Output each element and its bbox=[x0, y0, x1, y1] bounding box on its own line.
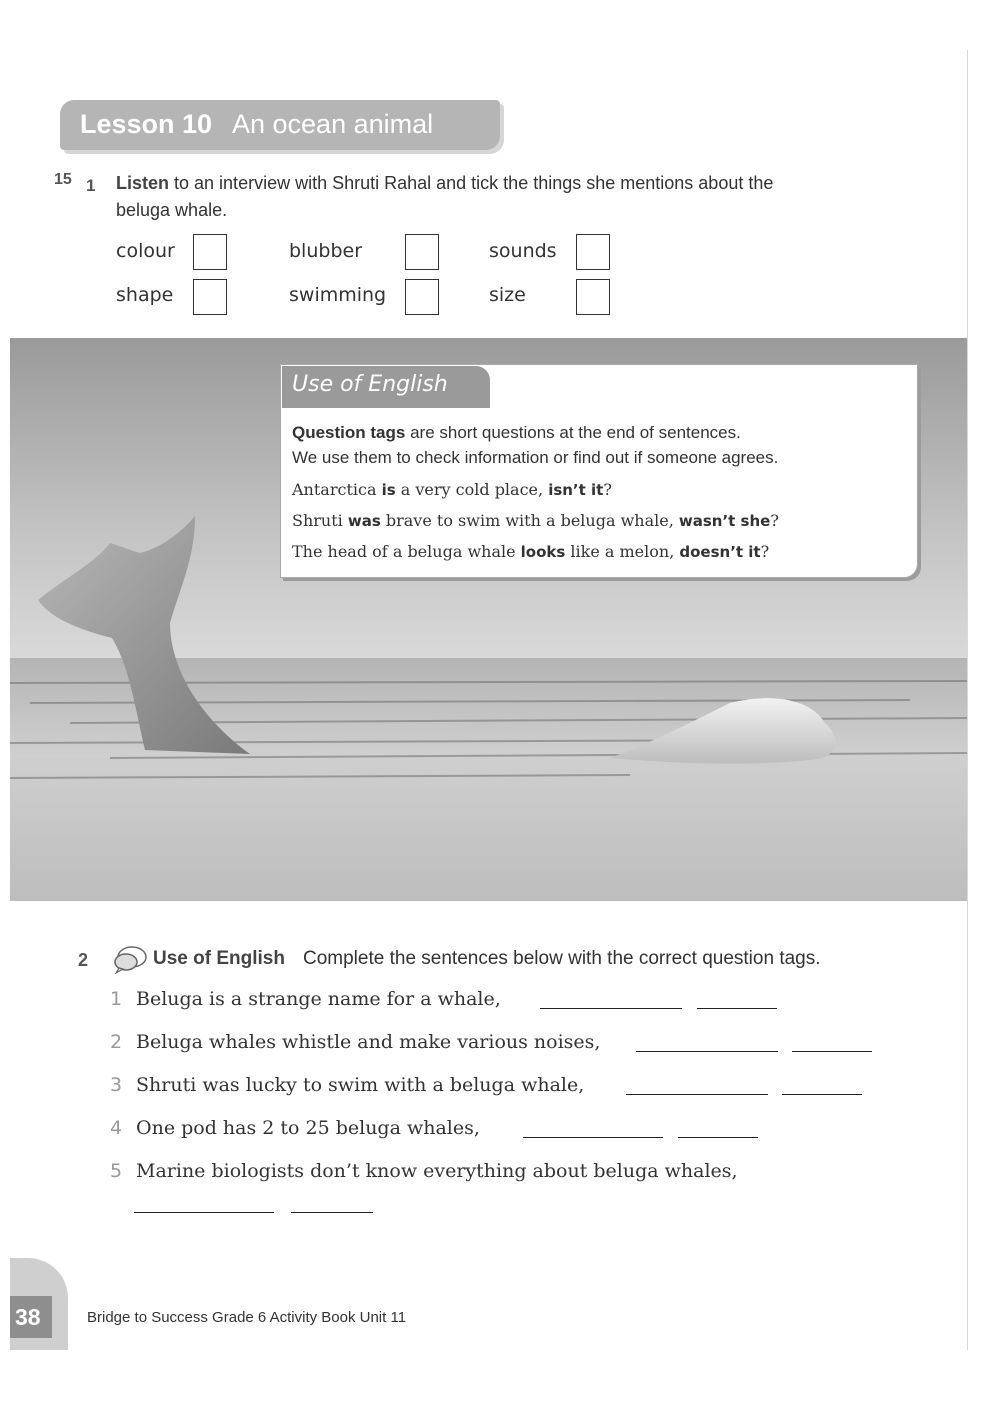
example-text: like a melon, bbox=[565, 542, 680, 561]
option-label: size bbox=[489, 284, 526, 306]
example-text: Antarctica bbox=[292, 480, 382, 499]
example-verb: is bbox=[381, 481, 396, 499]
instruction-line-1: to an interview with Shruti Rahal and tick the things she mentions about the bbox=[169, 173, 774, 193]
use-of-english-title: Use of English bbox=[292, 372, 448, 397]
lesson-number: Lesson 10 bbox=[80, 109, 213, 139]
option-label: colour bbox=[116, 240, 175, 262]
footer-text: Bridge to Success Grade 6 Activity Book Unit 11 bbox=[87, 1309, 407, 1326]
example-sentence bbox=[292, 511, 779, 530]
tickbox-colour[interactable] bbox=[193, 234, 227, 270]
sentence-number: 4 bbox=[110, 1117, 123, 1139]
tickbox-shape[interactable] bbox=[193, 279, 227, 315]
answer-blank[interactable] bbox=[291, 1212, 373, 1213]
sentence-number: 3 bbox=[110, 1074, 123, 1096]
example-verb: was bbox=[347, 512, 381, 530]
sentence-text: Shruti was lucky to swim with a beluga whale, bbox=[136, 1074, 585, 1096]
listen-keyword: Listen bbox=[116, 173, 170, 193]
answer-blank[interactable] bbox=[540, 1008, 682, 1009]
sentence-text: Beluga is a strange name for a whale, bbox=[136, 988, 501, 1010]
option-label: shape bbox=[116, 284, 174, 306]
example-tag: isn’t it bbox=[548, 481, 604, 499]
option-label: sounds bbox=[489, 240, 557, 262]
exercise-2-instruction: Complete the sentences below with the correct question tags. bbox=[303, 948, 821, 969]
example-punct: ? bbox=[760, 542, 770, 561]
rule-text: are short questions at the end of sentences. bbox=[405, 423, 741, 442]
answer-blank[interactable] bbox=[134, 1212, 274, 1213]
track-number: 15 bbox=[54, 171, 72, 188]
example-text: The head of a beluga whale bbox=[292, 542, 521, 561]
example-sentence bbox=[292, 542, 769, 561]
exercise-1-number: 1 bbox=[86, 176, 96, 195]
example-punct: ? bbox=[603, 480, 612, 499]
example-text: Shruti bbox=[292, 511, 348, 530]
example-text: a very cold place, bbox=[395, 480, 549, 499]
use-of-english-label: Use of English bbox=[153, 948, 285, 969]
question-tags-term: Question tags bbox=[292, 423, 406, 442]
rule-line-2: We use them to check information or find out if someone agrees. bbox=[292, 448, 779, 467]
answer-blank[interactable] bbox=[636, 1051, 778, 1052]
instruction-line-2: beluga whale. bbox=[116, 200, 228, 220]
use-of-english-tab bbox=[282, 366, 490, 408]
page-number: 38 bbox=[15, 1304, 41, 1330]
answer-blank[interactable] bbox=[697, 1008, 777, 1009]
example-text: brave to swim with a beluga whale, bbox=[380, 511, 679, 530]
sentence-number: 1 bbox=[110, 988, 123, 1010]
sentence-text: Beluga whales whistle and make various noises, bbox=[136, 1031, 601, 1053]
answer-blank[interactable] bbox=[792, 1051, 872, 1052]
tickbox-blubber[interactable] bbox=[405, 234, 439, 270]
page-number-box bbox=[10, 1296, 52, 1338]
example-sentence bbox=[292, 480, 612, 499]
option-label: blubber bbox=[289, 240, 363, 262]
example-verb: looks bbox=[520, 543, 566, 561]
sentence-number: 2 bbox=[110, 1031, 123, 1053]
option-label: swimming bbox=[289, 284, 387, 306]
example-punct: ? bbox=[770, 511, 779, 530]
page-edge-line bbox=[967, 50, 968, 1350]
sentence-text: Marine biologists don’t know everything about beluga whales, bbox=[136, 1160, 738, 1182]
rule-line-1 bbox=[292, 423, 741, 443]
answer-blank[interactable] bbox=[626, 1094, 768, 1095]
answer-blank[interactable] bbox=[678, 1137, 758, 1138]
sentence-text: One pod has 2 to 25 beluga whales, bbox=[136, 1117, 480, 1139]
example-tag: doesn’t it bbox=[679, 543, 761, 561]
tickbox-sounds[interactable] bbox=[576, 234, 610, 270]
tickbox-swimming[interactable] bbox=[405, 279, 439, 315]
speech-bubbles-icon bbox=[112, 944, 148, 974]
answer-blank[interactable] bbox=[782, 1094, 862, 1095]
answer-blank[interactable] bbox=[523, 1137, 663, 1138]
tickbox-size[interactable] bbox=[576, 279, 610, 315]
exercise-1-instruction bbox=[116, 170, 916, 224]
exercise-2-number: 2 bbox=[78, 950, 89, 970]
example-tag: wasn’t she bbox=[678, 512, 771, 530]
lesson-title: An ocean animal bbox=[232, 109, 434, 139]
lesson-header bbox=[60, 100, 500, 150]
sentence-number: 5 bbox=[110, 1160, 123, 1182]
